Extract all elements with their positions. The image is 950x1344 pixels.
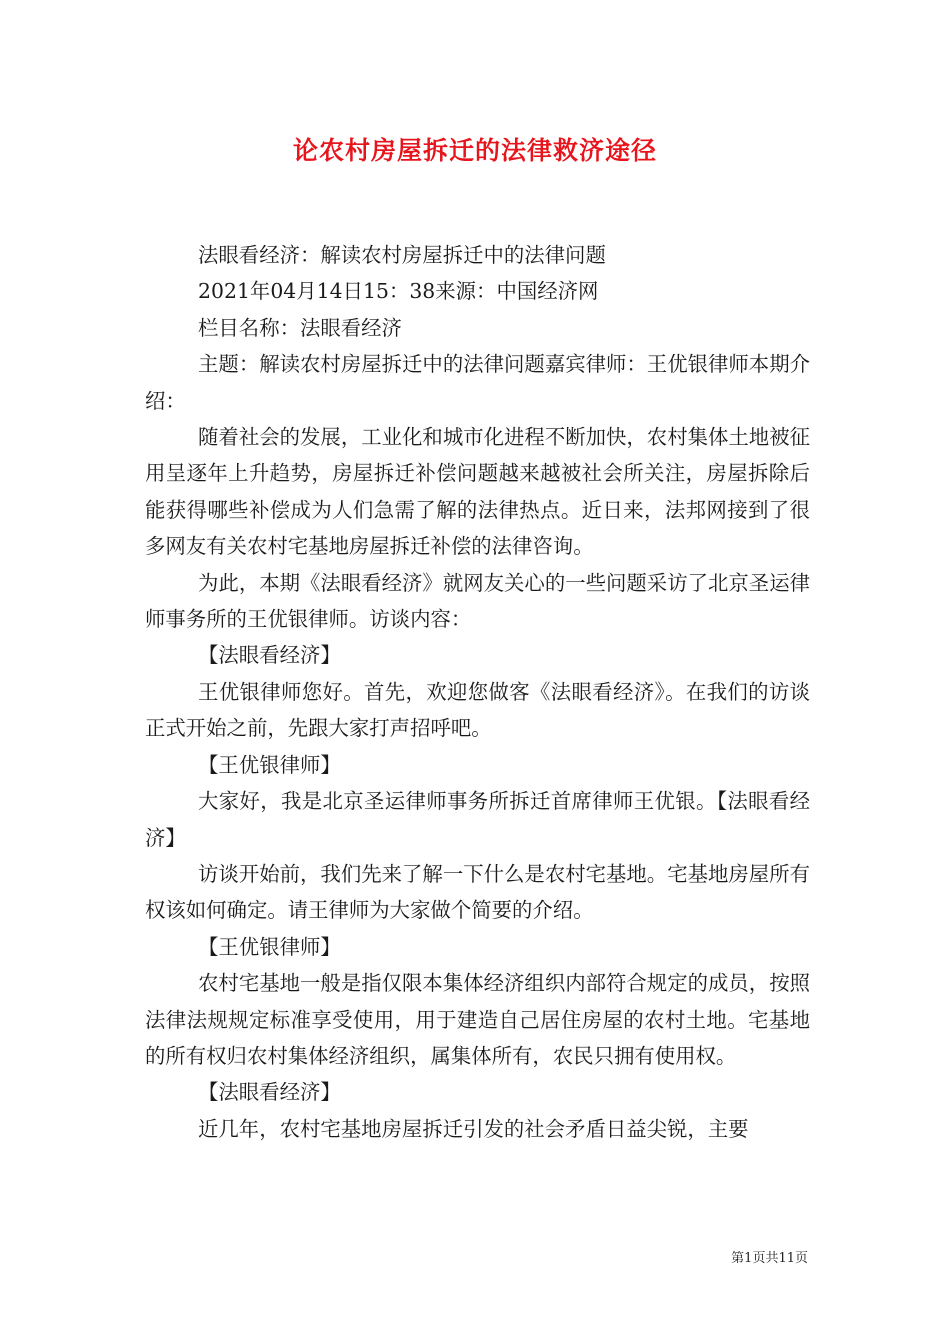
- paragraph-column-name: 栏目名称：法眼看经济: [198, 315, 402, 340]
- paragraph-date-source: 2021年04月14日15：38来源：中国经济网: [198, 279, 599, 304]
- paragraph-lawyer-answer: 农村宅基地一般是指仅限本集体经济组织内部符合规定的成员，按照法律法规规定标准享受使用，用于建造自己居住房屋的农村土地。宅基地的所有权归农村集体经济组织，属集体所有，农民只拥有使用权。: [145, 971, 810, 1068]
- speaker-lawyer: 【王优银律师】: [198, 752, 341, 777]
- speaker-lawyer: 【王优银律师】: [198, 934, 341, 959]
- document-body: [145, 237, 810, 1147]
- speaker-host: 【法眼看经济】: [198, 643, 341, 668]
- paragraph-lawyer-greeting: 大家好，我是北京圣运律师事务所拆迁首席律师王优银。【法眼看经济】: [145, 789, 810, 850]
- paragraph-intro: 随着社会的发展，工业化和城市化进程不断加快，农村集体土地被征用呈逐年上升趋势，房屋拆迁补偿问题越来越被社会所关注，房屋拆除后能获得哪些补偿成为人们急需了解的法律热点。近日来，法邦网接到了很多网友有关农村宅基地房屋拆迁补偿的法律咨询。: [145, 425, 810, 559]
- paragraph-article-headline: 法眼看经济：解读农村房屋拆迁中的法律问题: [198, 243, 606, 267]
- document-title: 论农村房屋拆迁的法律救济途径: [292, 136, 657, 165]
- page-number-footer: 第1页共11页: [731, 1251, 808, 1266]
- paragraph-topic: 主题：解读农村房屋拆迁中的法律问题嘉宾律师：王优银律师本期介绍：: [145, 352, 810, 413]
- paragraph-host-greeting: 王优银律师您好。首先，欢迎您做客《法眼看经济》。在我们的访谈正式开始之前，先跟大家打声招呼吧。: [145, 679, 810, 741]
- paragraph-host-question: 访谈开始前，我们先来了解一下什么是农村宅基地。宅基地房屋所有权该如何确定。请王律师为大家做个简要的介绍。: [145, 861, 810, 923]
- paragraph-interview-intro: 为此，本期《法眼看经济》就网友关心的一些问题采访了北京圣运律师事务所的王优银律师。访谈内容：: [145, 570, 810, 632]
- paragraph-host-question: 近几年，农村宅基地房屋拆迁引发的社会矛盾日益尖锐，主要: [198, 1116, 749, 1141]
- speaker-host: 【法眼看经济】: [198, 1080, 341, 1105]
